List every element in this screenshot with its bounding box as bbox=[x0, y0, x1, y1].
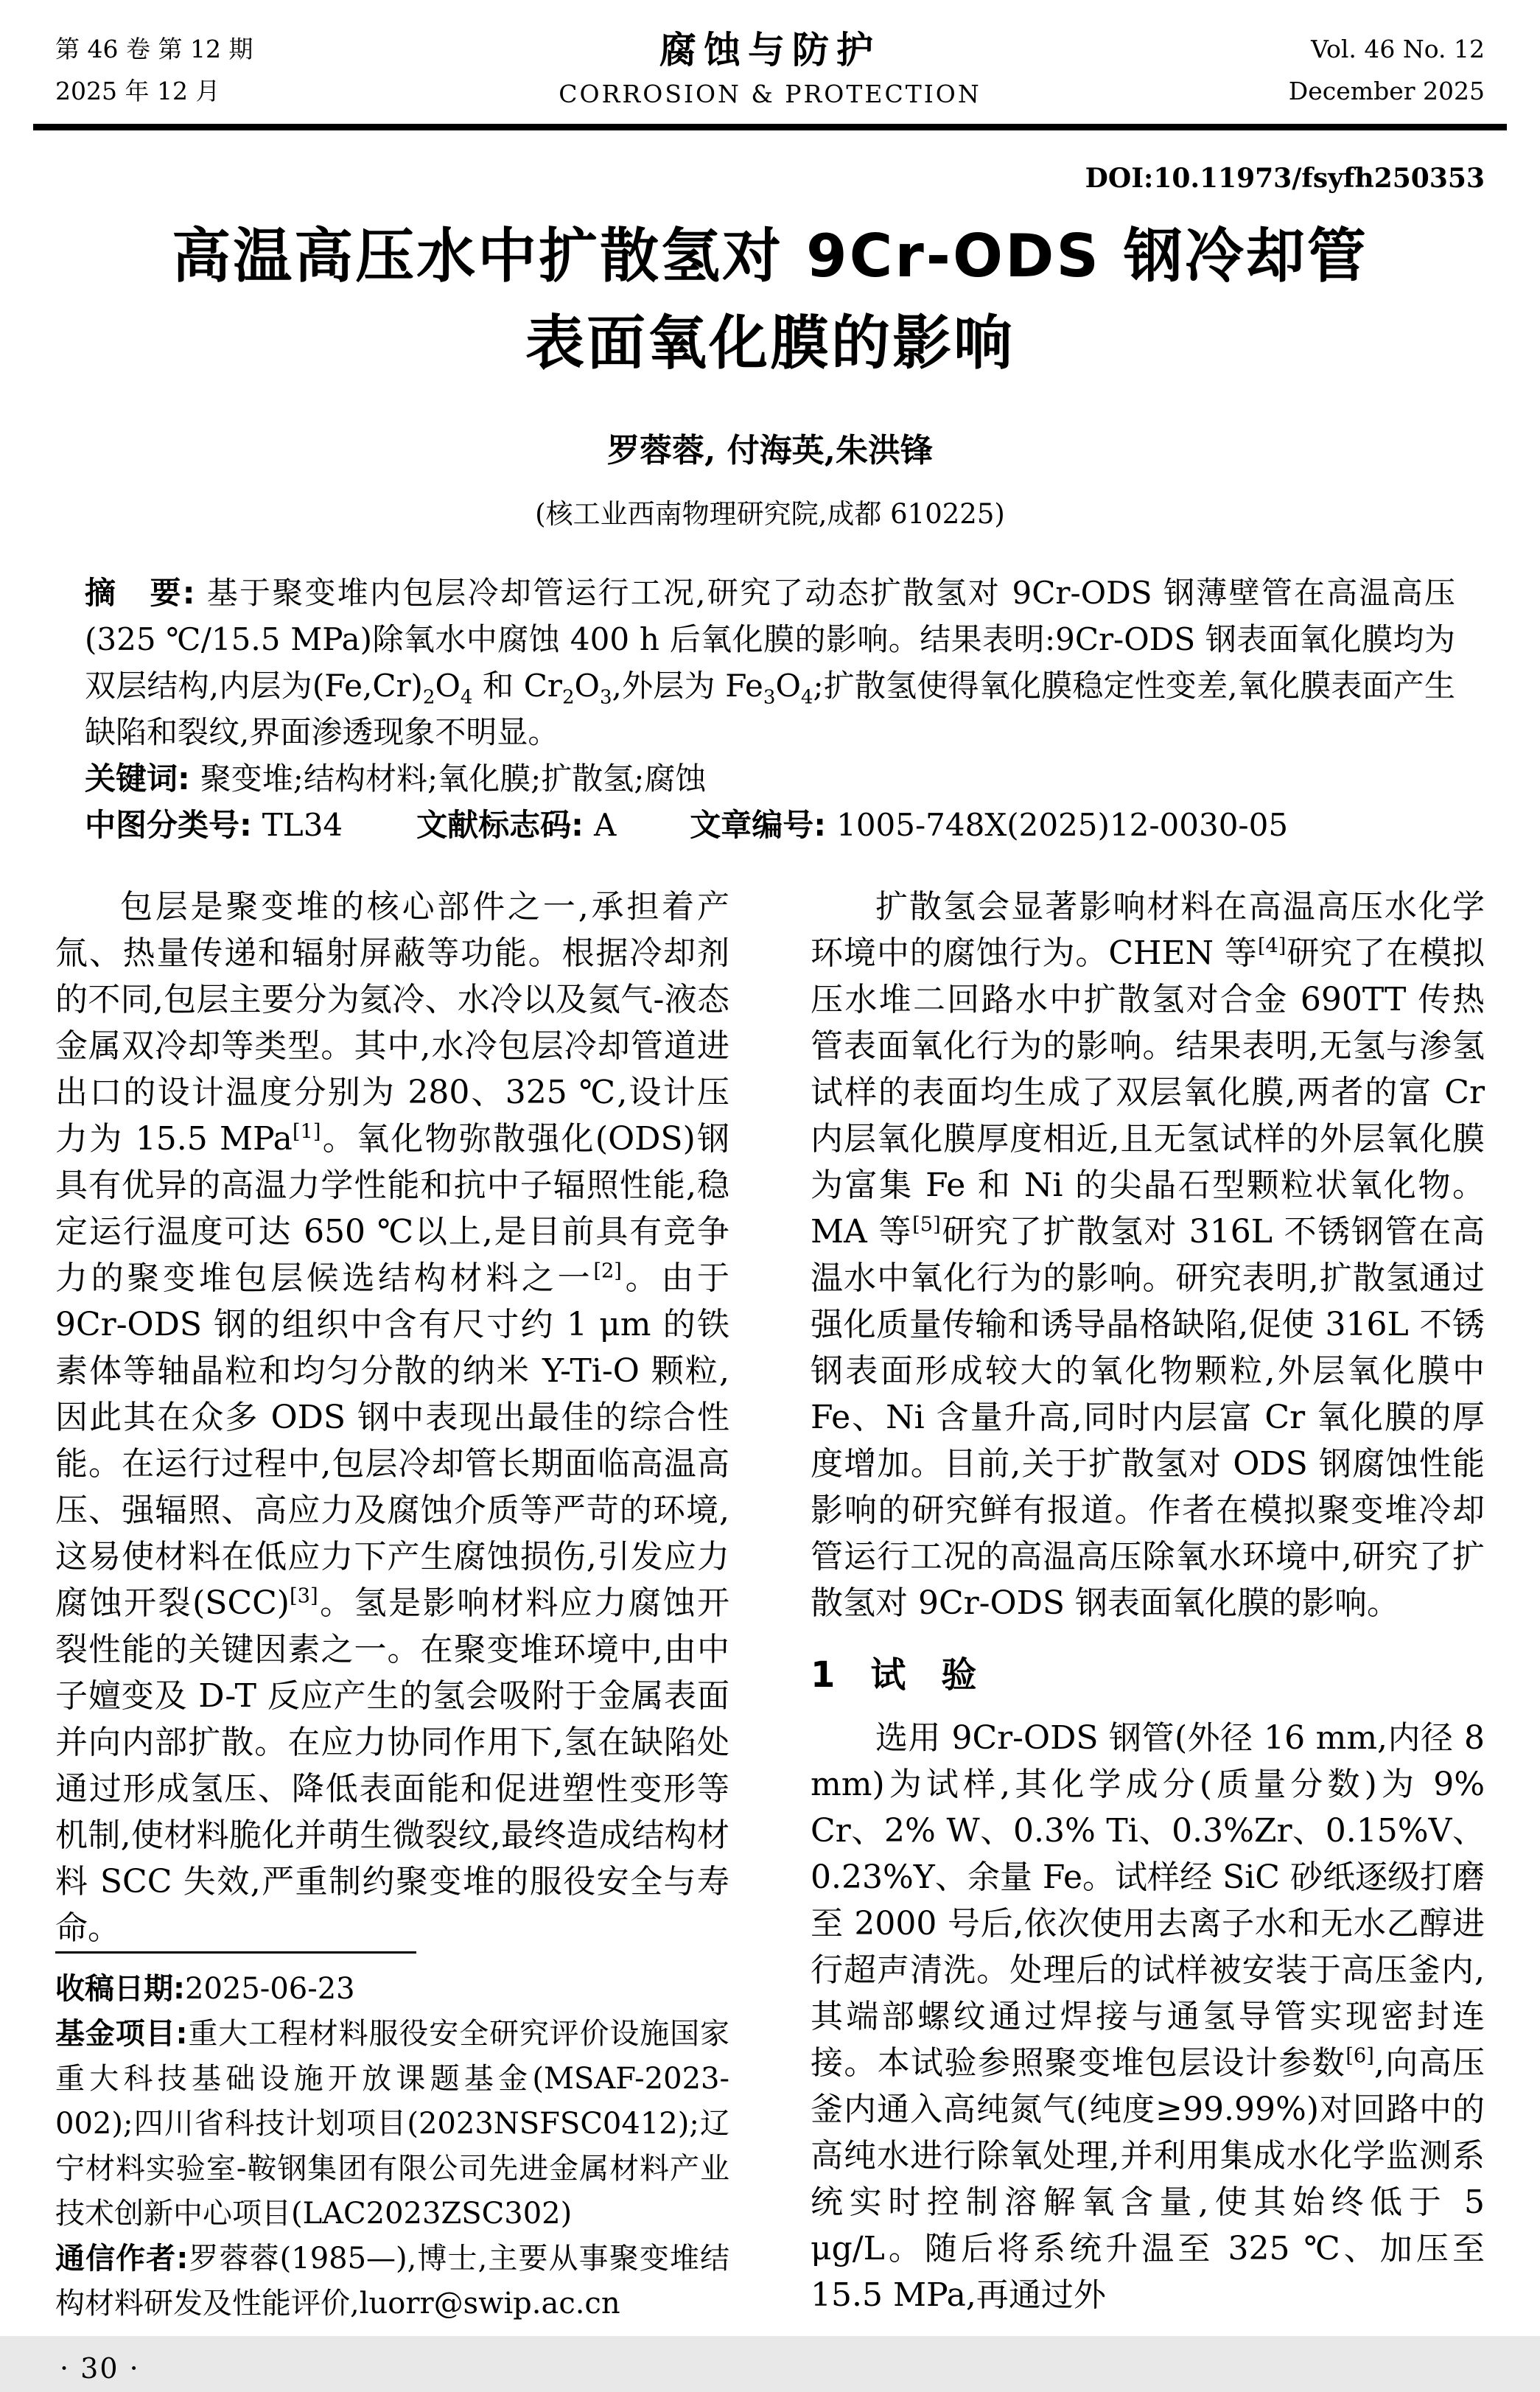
header-left-block bbox=[55, 28, 559, 112]
header-volume-issue-en: Vol. 46 No. 12 bbox=[1311, 35, 1485, 63]
doi-text: DOI:10.11973/fsyfh250353 bbox=[1085, 163, 1485, 194]
intro-paragraph: 包层是聚变堆的核心部件之一,承担着产氚、热量传递和辐射屏蔽等功能。根据冷却剂的不同,包层主要分为氦冷、水冷以及氦气-液态金属双冷却等类型。其中,水冷包层冷却管道进出口的设计温度分别为 280、325 ℃,设计压力为 15.5 MPa[1]。氧化物弥散强化(ODS)钢具有优异的高温力学性能和抗中子辐照性能,稳定运行温度可达 650 ℃以上,是目前具有竞争力的聚变堆包层候选结构材料之一[2]。由于 9Cr-ODS 钢的组织中含有尺寸约 1 μm 的铁素体等轴晶粒和均匀分散的纳米 Y-Ti-O 颗粒,因此其在众多 ODS 钢中表现出最佳的综合性能。在运行过程中,包层冷却管长期面临高温高压、强辐照、高应力及腐蚀介质等严苛的环境,这易使材料在低应力下产生腐蚀损伤,引发应力腐蚀开裂(SCC)[3]。氢是影响材料应力腐蚀开裂性能的关键因素之一。在聚变堆环境中,由中子嬗变及 D-T 反应产生的氢会吸附于金属表面并向内部扩散。在应力协同作用下,氢在缺陷处通过形成氢压、降低表面能和促进塑性变形等机制,使材料脆化并萌生微裂纹,最终造成结构材料 SCC 失效,严重制约聚变堆的服役安全与寿命。 bbox=[55, 888, 730, 1947]
related-work-paragraph: 扩散氢会显著影响材料在高温高压水化学环境中的腐蚀行为。CHEN 等[4]研究了在模拟压水堆二回路水中扩散氢对合金 690TT 传热管表面氧化行为的影响。结果表明,无氢与渗氢试样的表面均生成了双层氧化膜,两者的富 Cr 内层氧化膜厚度相近,且无氢试样的外层氧化膜为富集 Fe 和 Ni 的尖晶石型颗粒状氧化物。MA 等[5]研究了扩散氢对 316L 不锈钢管在高温水中氧化行为的影响。研究表明,扩散氢通过强化质量传输和诱导晶格缺陷,促使 316L 不锈钢表面形成较大的氧化物颗粒,外层氧化膜中 Fe、Ni 含量升高,同时内层富 Cr 氧化膜的厚度增加。目前,关于扩散氢对 ODS 钢腐蚀性能影响的研究鲜有报道。作者在模拟聚变堆冷却管运行工况的高温高压除氧水环境中,研究了扩散氢对 9Cr-ODS 钢表面氧化膜的影响。 bbox=[811, 888, 1485, 1622]
footnote-block bbox=[55, 1951, 729, 2326]
journal-header bbox=[55, 28, 1485, 112]
header-volume-issue-cn: 第 46 卷 第 12 期 bbox=[55, 35, 253, 63]
abstract-block bbox=[85, 570, 1455, 848]
abstract-text: 基于聚变堆内包层冷却管运行工况,研究了动态扩散氢对 9Cr-ODS 钢薄壁管在高温高压(325 ℃/15.5 MPa)除氧水中腐蚀 400 h 后氧化膜的影响。结果表明:9Cr-ODS 钢表面氧化膜均为双层结构,内层为$(Fe,Cr)_2O_4$ 和 $Cr_2O_3$,外层为 $Fe_3O_4$;扩散氢使得氧化膜稳定性变差,氧化膜表面产生缺陷和裂纹,界面渗透现象不明显。 bbox=[85, 575, 1455, 750]
fund-text: 重大工程材料服役安全研究评价设施国家重大科技基础设施开放课题基金(MSAF-2023-002);四川省科技计划项目(2023NSFSC0412);辽宁材料实验室-鞍钢集团有限公司先进金属材料产业技术创新中心项目(LAC2023ZSC302) bbox=[55, 2017, 729, 2231]
doc-code-label: 文献标志码: bbox=[416, 807, 584, 843]
received-date-line bbox=[55, 1967, 729, 2012]
keywords-label: 关键词: bbox=[85, 760, 190, 797]
header-right-block bbox=[981, 28, 1485, 112]
corresponding-author-label: 通信作者: bbox=[55, 2242, 189, 2276]
footnote-rule bbox=[55, 1951, 416, 1954]
clc-label: 中图分类号: bbox=[85, 807, 252, 843]
keywords-text: 聚变堆;结构材料;氧化膜;扩散氢;腐蚀 bbox=[200, 760, 707, 797]
doc-code-value: A bbox=[593, 807, 617, 843]
right-column bbox=[811, 884, 1485, 2322]
article-id-item bbox=[690, 802, 1288, 848]
fund-line bbox=[55, 2012, 729, 2237]
clc-value: TL34 bbox=[262, 807, 343, 843]
left-column bbox=[55, 884, 730, 2385]
keywords-line bbox=[85, 755, 1455, 802]
header-date-cn: 2025 年 12 月 bbox=[55, 77, 220, 105]
affiliation-line: (核工业西南物理研究院,成都 610225) bbox=[535, 498, 1005, 530]
body-columns bbox=[55, 884, 1485, 2385]
article-title-line1: 高温高压水中扩散氢对 9Cr-ODS 钢冷却管 bbox=[172, 222, 1368, 290]
header-center-block bbox=[559, 28, 981, 108]
received-date-value: 2025-06-23 bbox=[185, 1972, 355, 2006]
journal-title-cn: 腐蚀与防护 bbox=[659, 29, 881, 71]
header-date-en: December 2025 bbox=[1288, 77, 1485, 105]
clc-item bbox=[85, 802, 343, 848]
abstract-label: 摘 要: bbox=[85, 575, 195, 611]
corresponding-author-line bbox=[55, 2237, 729, 2326]
abstract-paragraph bbox=[85, 570, 1455, 755]
article-title-line2: 表面氧化膜的影响 bbox=[525, 309, 1015, 377]
received-date-label: 收稿日期: bbox=[55, 1972, 185, 2006]
fund-label: 基金项目: bbox=[55, 2017, 188, 2051]
article-title bbox=[55, 213, 1485, 387]
classification-line bbox=[85, 802, 1455, 848]
corresponding-author-text: 罗蓉蓉(1985—),博士,主要从事聚变堆结构材料研发及性能评价,luorr@swip.ac.cn bbox=[55, 2242, 729, 2321]
article-id-label: 文章编号: bbox=[690, 807, 827, 843]
authors-line: 罗蓉蓉, 付海英,朱洪锋 bbox=[607, 432, 933, 469]
page-number: · 30 · bbox=[60, 2352, 140, 2385]
section-1-heading: 1 试 验 bbox=[811, 1654, 977, 1696]
article-id-value: 1005-748X(2025)12-0030-05 bbox=[836, 807, 1289, 843]
experiment-paragraph: 选用 9Cr-ODS 钢管(外径 16 mm,内径 8 mm)为试样,其化学成分(质量分数)为 9% Cr、2% W、0.3% Ti、0.3%Zr、0.15%V、0.23%Y、余量 Fe。试样经 SiC 砂纸逐级打磨至 2000 号后,依次使用去离子水和无水乙醇进行超声清洗。处理后的试样被安装于高压釜内,其端部螺纹通过焊接与通氢导管实现密封连接。本试验参照聚变堆包层设计参数[6],向高压釜内通入高纯氮气(纯度≥99.99%)对回路中的高纯水进行除氧处理,并利用集成水化学监测系统实时控制溶解氧含量,使其始终低于 5 μg/L。随后将系统升温至 325 ℃、加压至 15.5 MPa,再通过外 bbox=[811, 1719, 1485, 2314]
journal-title-en: CORROSION & PROTECTION bbox=[559, 80, 981, 108]
header-rule bbox=[33, 124, 1507, 130]
doc-code-item bbox=[416, 802, 616, 848]
